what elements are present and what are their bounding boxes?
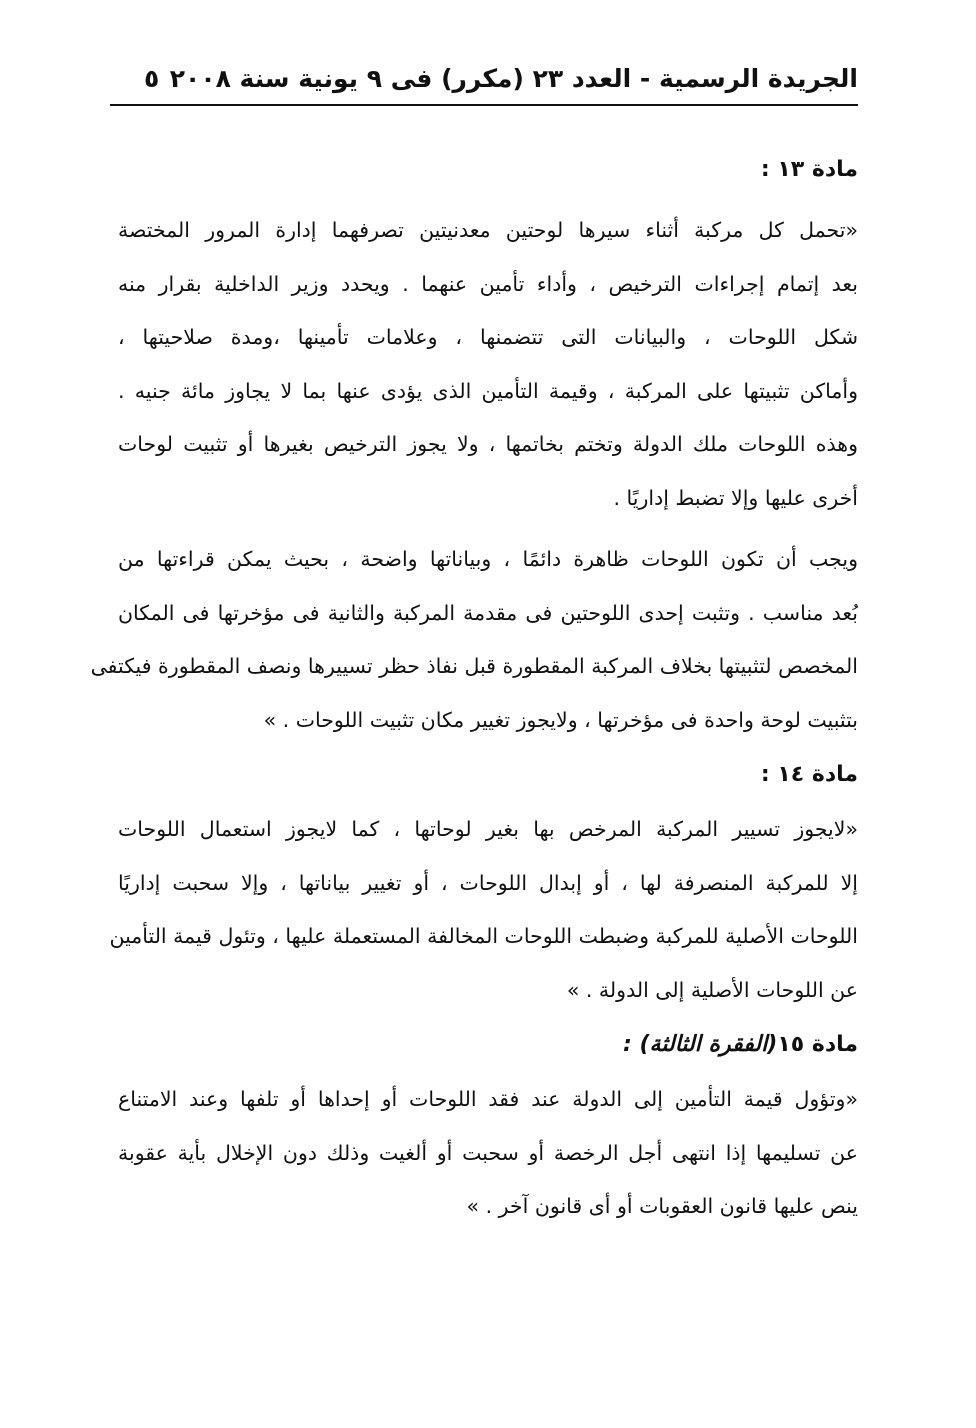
page-number: ٥ bbox=[144, 64, 160, 93]
text-line: شكل اللوحات ، والبيانات التى تتضمنها ، وعلامات تأمينها ،ومدة صلاحيتها ، bbox=[118, 325, 858, 349]
article-13 bbox=[90, 150, 858, 747]
article-heading-main: مادة ١٤ : bbox=[760, 762, 858, 787]
text-line: «وتؤول قيمة التأمين إلى الدولة عند فقد اللوحات أو إحداها أو تلفها وعند الامتناع bbox=[118, 1087, 858, 1111]
text-line: أخرى عليها وإلا تضبط إداريًا . bbox=[613, 485, 858, 510]
paragraph bbox=[90, 533, 858, 747]
text-line: عن اللوحات الأصلية إلى الدولة . » bbox=[566, 977, 858, 1002]
text-line: ينص عليها قانون العقوبات أو أى قانون آخر . » bbox=[466, 1194, 858, 1218]
article-heading bbox=[118, 150, 858, 198]
text-line: «لايجوز تسيير المركبة المرخص بها بغير لوحاتها ، كما لايجوز استعمال اللوحات bbox=[118, 817, 858, 841]
text-line: وأماكن تثبيتها على المركبة ، وقيمة التأمين الذى يؤدى عنها بما لا يجاوز مائة جنيه . bbox=[118, 378, 858, 403]
article-heading-main: مادة ١٣ : bbox=[760, 157, 858, 182]
text-line: «تحمل كل مركبة أثناء سيرها لوحتين معدنيتين تصرفهما إدارة المرور المختصة bbox=[118, 218, 858, 242]
text-line: وهذه اللوحات ملك الدولة وتختم بخاتمها ، ولا يجوز الترخيص بغيرها أو تثبيت لوحات bbox=[118, 432, 858, 456]
text-line: المخصص لتثبيتها بخلاف المركبة المقطورة قبل نفاذ حظر تسييرها ونصف المقطورة فيكتفى bbox=[90, 654, 858, 678]
paragraph bbox=[109, 803, 858, 1017]
article-heading bbox=[118, 1025, 858, 1073]
gazette-title: الجريدة الرسمية - العدد ٢٣ (مكرر) فى ٩ يونية سنة ٢٠٠٨ bbox=[169, 64, 858, 93]
text-line: بُعد مناسب . وتثبت إحدى اللوحتين فى مقدمة المركبة والثانية فى مؤخرتها فى المكان bbox=[118, 600, 858, 625]
page-header bbox=[110, 60, 858, 106]
text-line: ويجب أن تكون اللوحات ظاهرة دائمًا ، وبياناتها واضحة ، بحيث يمكن قراءتها من bbox=[118, 547, 858, 571]
text-line: اللوحات الأصلية للمركبة وضبطت اللوحات المخالفة المستعملة عليها ، وتئول قيمة التأمين bbox=[109, 924, 858, 948]
document-body bbox=[90, 150, 858, 1242]
paragraph bbox=[118, 204, 858, 525]
text-line: إلا للمركبة المنصرفة لها ، أو إبدال اللوحات ، أو تغيير بياناتها ، وإلا سحبت إداريًا bbox=[118, 870, 858, 895]
text-line: عن تسليمها إذا انتهى أجل الرخصة أو سحبت أو ألغيت وذلك دون الإخلال بأية عقوبة bbox=[118, 1140, 858, 1165]
text-line: بتثبيت لوحة واحدة فى مؤخرتها ، ولايجوز تغيير مكان تثبيت اللوحات . » bbox=[263, 707, 858, 732]
article-heading-subclause: (الفقرة الثالثة) : bbox=[623, 1032, 778, 1057]
article-15 bbox=[118, 1025, 858, 1234]
paragraph bbox=[118, 1073, 858, 1234]
article-heading-main: مادة ١٥ bbox=[777, 1032, 858, 1057]
article-14 bbox=[109, 755, 858, 1017]
text-line: بعد إتمام إجراءات الترخيص ، وأداء تأمين عنهما . ويحدد وزير الداخلية بقرار منه bbox=[118, 271, 858, 296]
article-heading bbox=[118, 755, 858, 803]
